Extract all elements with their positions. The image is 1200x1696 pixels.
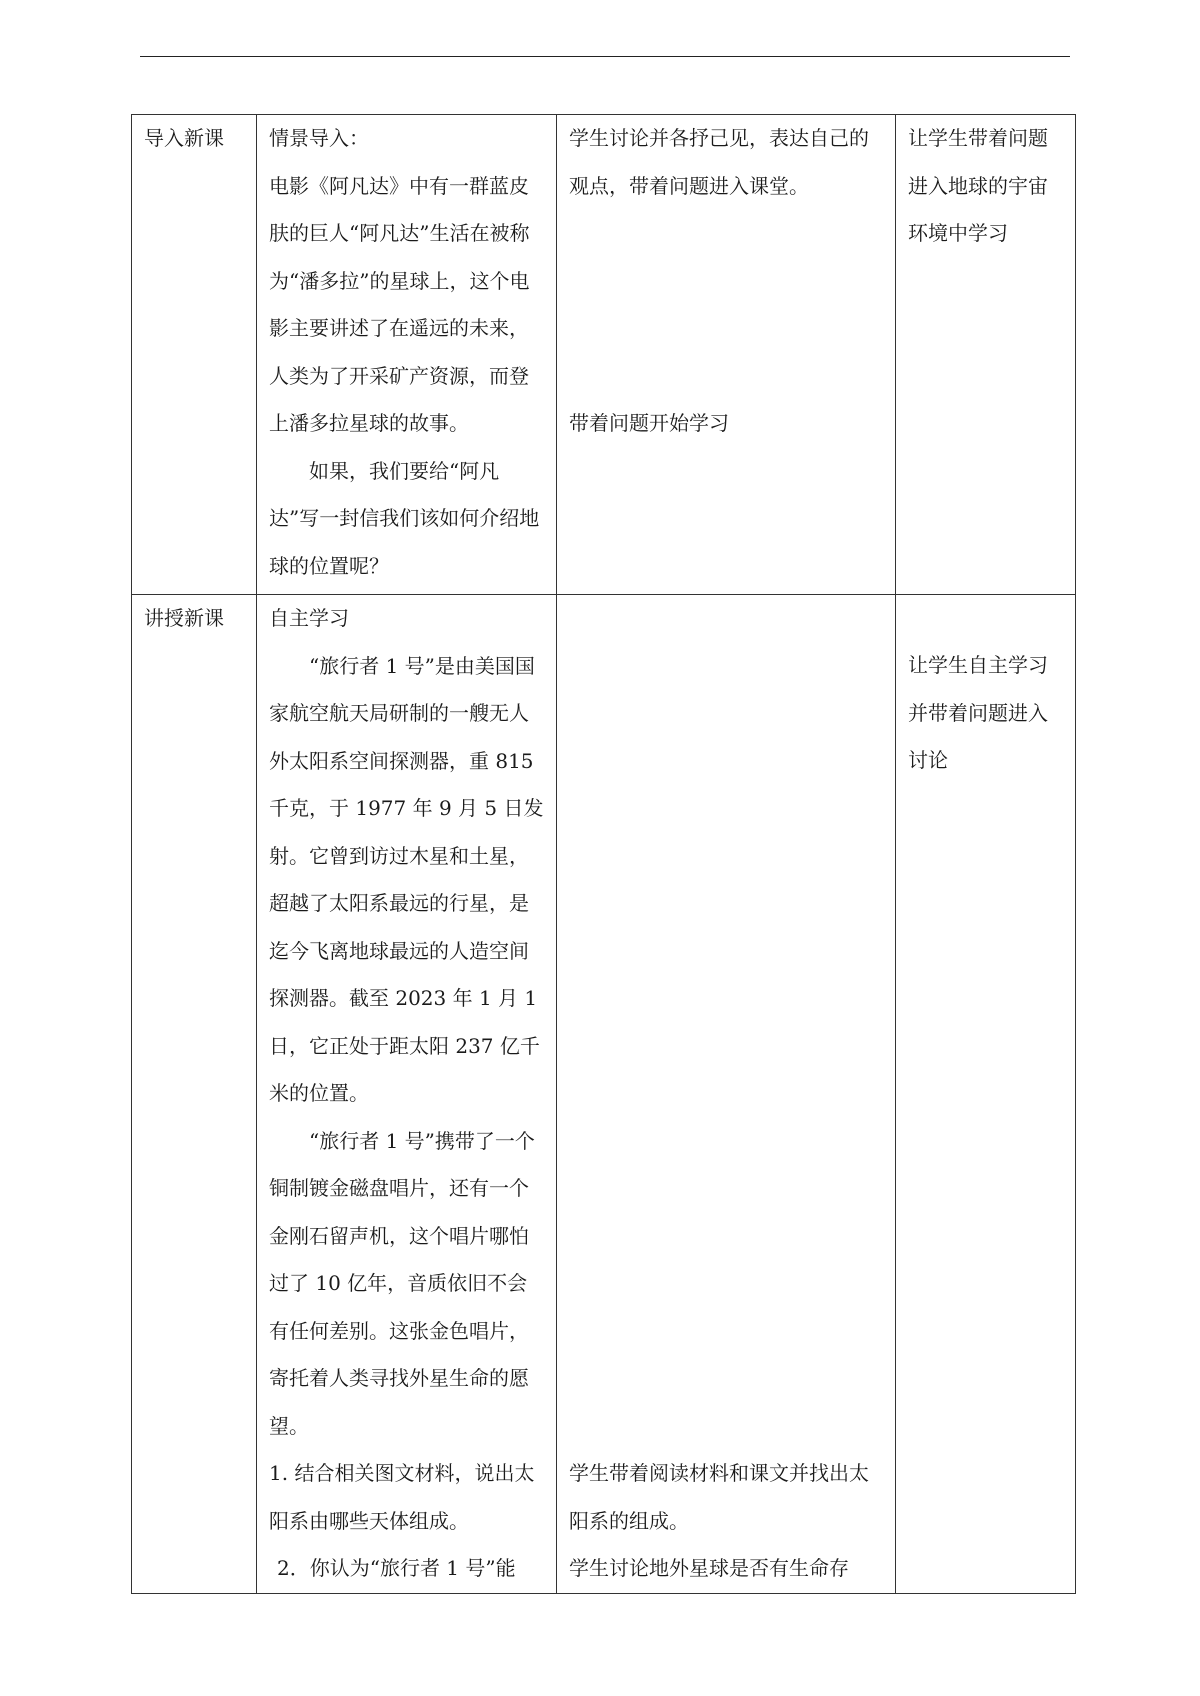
- teacher-text: 2．你认为“旅行者 1 号”能: [277, 1556, 516, 1580]
- table-row: [132, 595, 1076, 1594]
- design-intent-cell: [896, 115, 1076, 595]
- student-text: 带着问题开始学习: [569, 411, 729, 435]
- stage-label: 讲授新课: [144, 606, 224, 630]
- student-text: 学生讨论地外星球是否有生命存: [569, 1556, 849, 1580]
- teacher-text: 自主学习: [269, 606, 349, 630]
- table-row: [132, 115, 1076, 595]
- student-activity-cell: [557, 595, 896, 1594]
- student-activity-cell: [557, 115, 896, 595]
- teacher-text: “旅行者 1 号”携带了一个铜制镀金磁盘唱片，还有一个金刚石留声机，这个唱片哪怕过了 10 亿年，音质依旧不会有任何差别。这张金色唱片，寄托着人类寻找外星生命的愿望。: [269, 1128, 535, 1438]
- stage-cell: [132, 115, 257, 595]
- teacher-text: 情景导入：: [269, 126, 369, 150]
- teacher-text: “旅行者 1 号”是由美国国家航空航天局研制的一艘无人外太阳系空间探测器，重 815 千克，于 1977 年 9 月 5 日发射。它曾到访过木星和土星，超越了太阳系最远的行星，是迄今飞离地球最远的人造空间探测器。截至 2023 年 1 月 1 日，它正处于距太阳 237 亿千米的位置。: [269, 653, 544, 1105]
- teacher-text: 电影《阿凡达》中有一群蓝皮肤的巨人“阿凡达”生活在被称为“潘多拉”的星球上，这个电影主要讲述了在遥远的未来，人类为了开采矿产资源，而登上潘多拉星球的故事。: [269, 173, 530, 435]
- stage-cell: [132, 595, 257, 1594]
- header-rule: [140, 56, 1070, 57]
- stage-label: 导入新课: [144, 126, 224, 150]
- intent-text: 让学生自主学习并带着问题进入讨论: [908, 653, 1048, 772]
- lesson-plan-table: [131, 114, 1076, 1594]
- teacher-activity-cell: [257, 595, 557, 1594]
- design-intent-cell: [896, 595, 1076, 1594]
- teacher-activity-cell: [257, 115, 557, 595]
- teacher-text: 1. 结合相关图文材料，说出太阳系由哪些天体组成。: [269, 1461, 535, 1533]
- teacher-text: 如果，我们要给“阿凡达”写一封信我们该如何介绍地球的位置呢？: [269, 458, 540, 578]
- intent-text: 让学生带着问题进入地球的宇宙环境中学习: [908, 126, 1048, 245]
- student-text: 学生讨论并各抒己见，表达自己的观点，带着问题进入课堂。: [569, 126, 869, 198]
- student-text: 学生带着阅读材料和课文并找出太阳系的组成。: [569, 1461, 869, 1533]
